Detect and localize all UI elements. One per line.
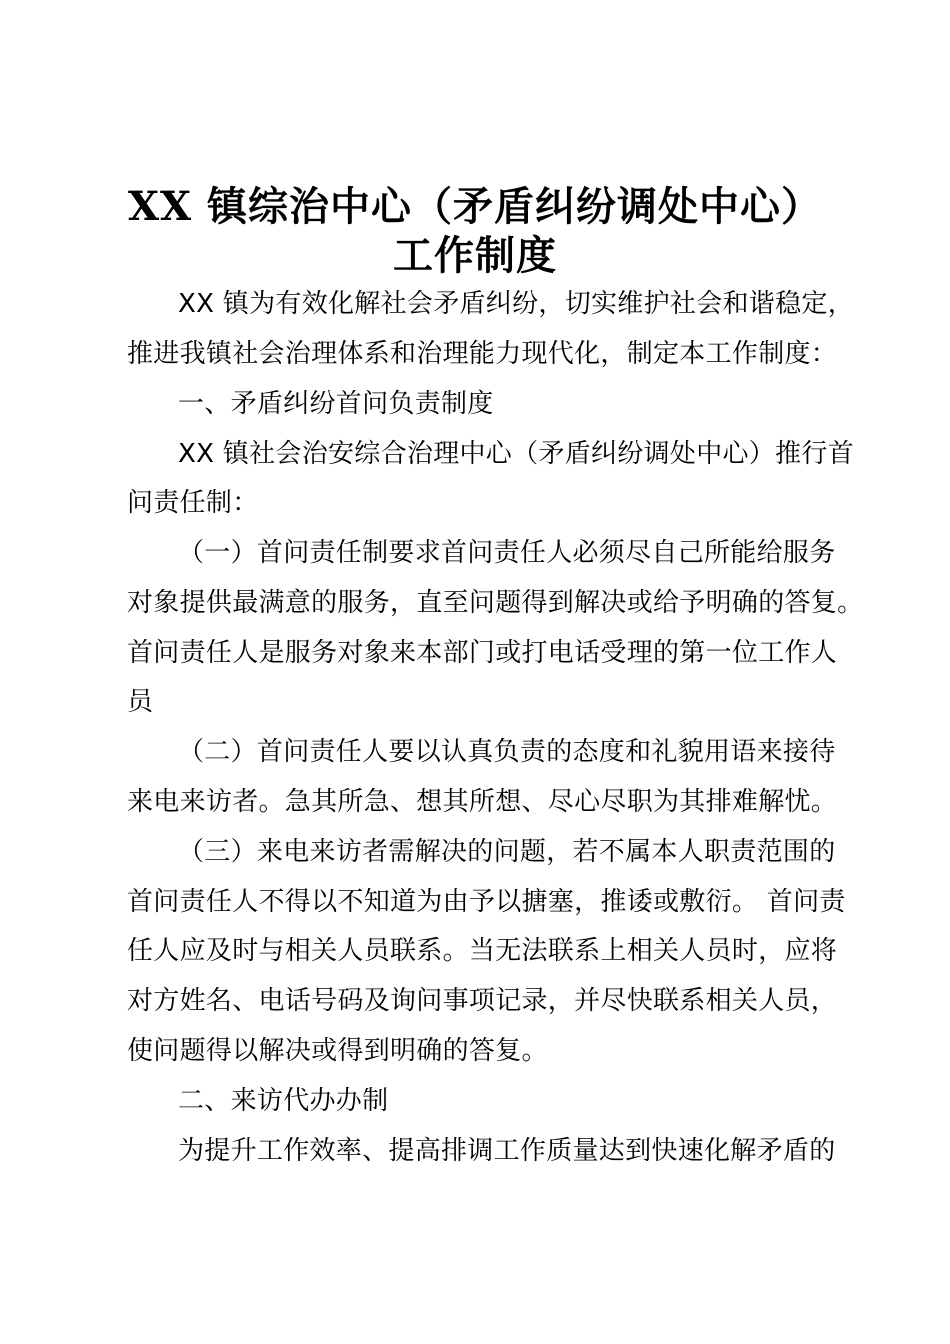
intro-line-1: XX 镇为有效化解社会矛盾纠纷，切实维护社会和谐稳定， — [178, 289, 854, 319]
intro-line-2: 推进我镇社会治理体系和治理能力现代化，制定本工作制度： — [127, 339, 838, 369]
item-2-line-1: （二）首问责任人要以认真负责的态度和礼貌用语来接待 — [178, 737, 836, 767]
document-title-line-1: XX 镇综治中心（矛盾纠纷调处中心） — [128, 183, 822, 230]
section-heading-2: 二、来访代办办制 — [178, 1086, 389, 1116]
item-1-line-1: （一）首问责任制要求首问责任人必须尽自己所能给服务 — [178, 538, 836, 568]
item-1-line-2: 对象提供最满意的服务，直至问题得到解决或给予明确的答复。 — [127, 588, 864, 618]
paragraph-line: 为提升工作效率、提高排调工作质量达到快速化解矛盾的 — [178, 1136, 836, 1166]
item-3-line-4: 对方姓名、电话号码及询问事项记录，并尽快联系相关人员， — [127, 986, 838, 1016]
document-title-line-2: 工作制度 — [393, 232, 557, 279]
paragraph-line: 问责任制： — [127, 488, 259, 518]
section-heading-1: 一、矛盾纠纷首问负责制度 — [178, 389, 494, 419]
item-1-line-3: 首问责任人是服务对象来本部门或打电话受理的第一位工作人 — [127, 638, 838, 668]
paragraph-line: XX 镇社会治安综合治理中心（矛盾纠纷调处中心）推行首 — [178, 439, 854, 469]
item-2-line-2: 来电来访者。急其所急、想其所想、尽心尽职为其排难解忧。 — [127, 787, 838, 817]
item-3-line-5: 使问题得以解决或得到明确的答复。 — [127, 1036, 548, 1066]
item-3-line-1: （三）来电来访者需解决的问题，若不属本人职责范围的 — [178, 837, 836, 867]
item-3-line-2: 首问责任人不得以不知道为由予以搪塞，推诿或敷衍。 首问责 — [127, 887, 846, 917]
item-1-line-4: 员 — [127, 687, 154, 717]
item-3-line-3: 任人应及时与相关人员联系。当无法联系上相关人员时，应将 — [127, 936, 838, 966]
